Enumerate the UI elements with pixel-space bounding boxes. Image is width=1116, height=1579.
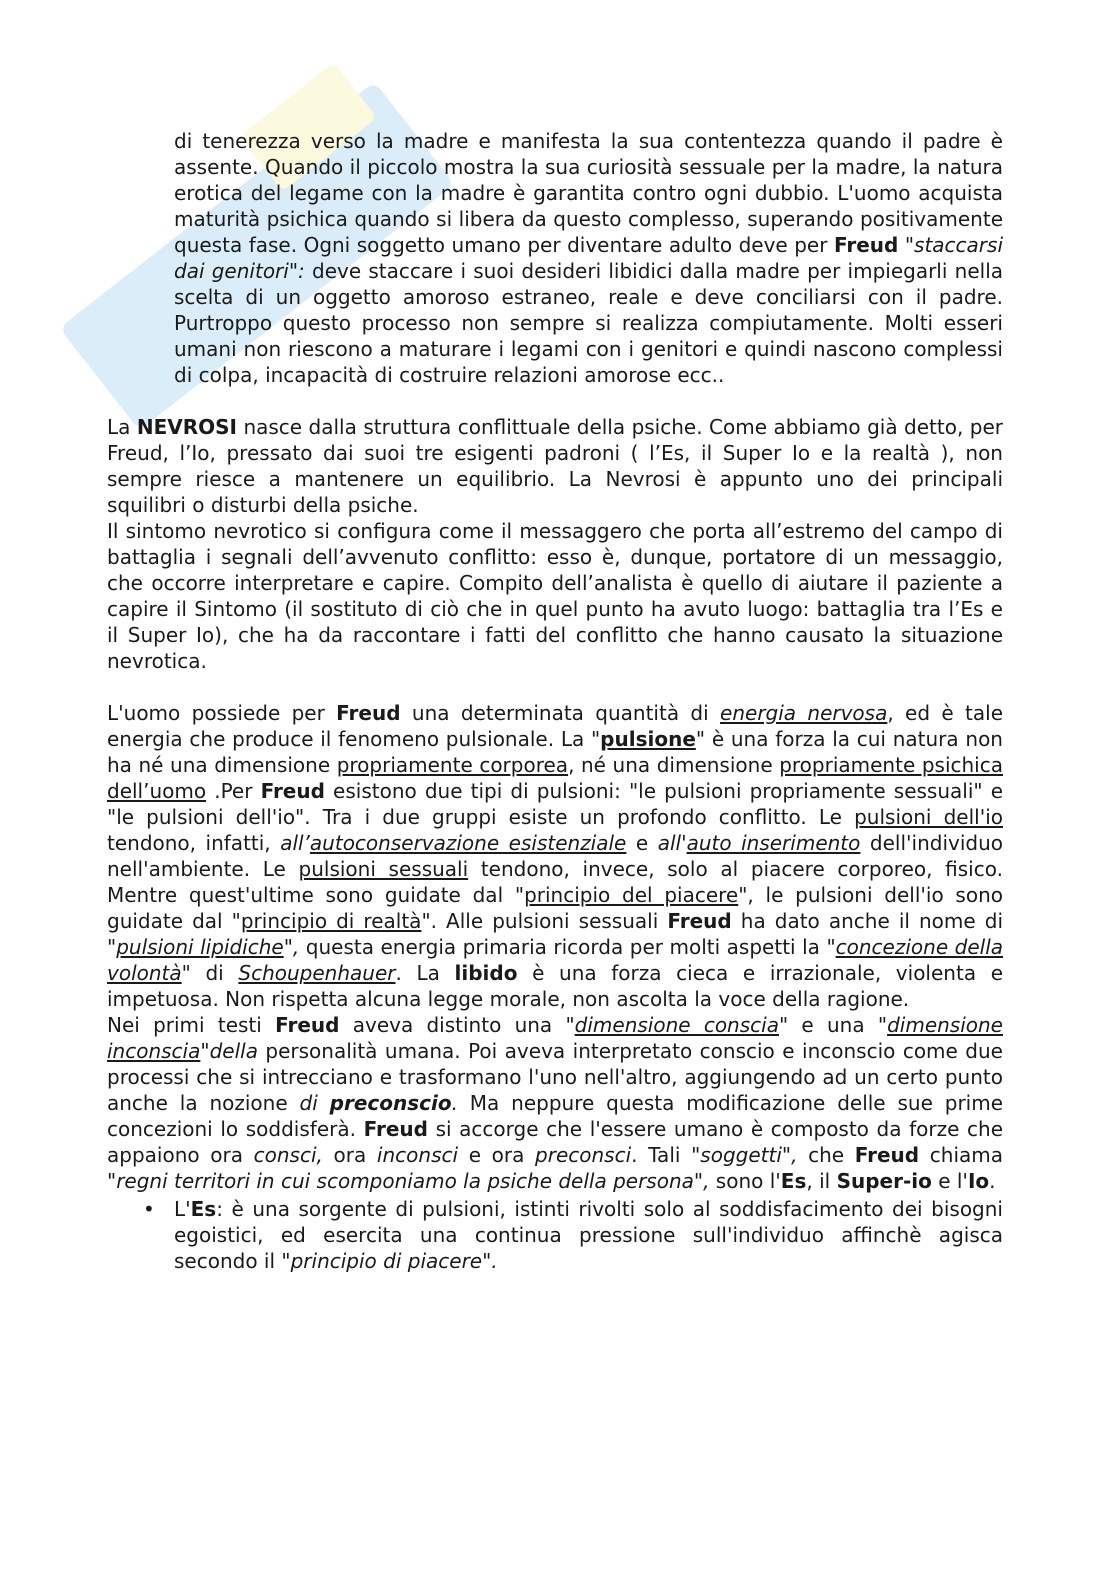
paragraph-sintomo: Il sintomo nevrotico si configura come il messaggero che porta all’estremo del campo di battaglia i segnali dell’avvenuto conflitto: esso è, dunque, portatore di un messaggio, che occorre interpretare e capire. Compito dell’analista è quello di aiutare il paziente a capire il Sintomo (il sostituto di ciò che in quel punto ha avuto luogo: battaglia tra l’Es e il Super Io), che ha da raccontare i fatti del conflitto che hanno causato la situazione nevrotica. [107,519,1003,673]
bullet-list [107,1196,1003,1274]
paragraph-gap [107,674,1003,700]
term-energia-nervosa: energia nervosa [720,701,888,725]
term-pulsione: pulsione [600,727,696,751]
bold-nevrosi: NEVROSI [136,415,237,439]
paragraph-nevrosi: La NEVROSI nasce dalla struttura conflittuale della psiche. Come abbiamo già detto, per Freud, l’Io, pressato dai suoi tre esigenti padroni ( l’Es, il Super Io e la realtà ), non sempre riesce a mantenere un equilibrio. La Nevrosi è appunto uno dei principali squilibri o disturbi della psiche. [107,415,1003,517]
paragraph-conscio: Nei primi testi Freud aveva distinto una "dimensione conscia" e una "dimensione inconscia"della personalità umana. Poi aveva interpretato conscio e inconscio come due processi che si intrecciano e trasformano l'uno nell'altro, aggiungendo ad un certo punto anche la nozione di preconscio. Ma neppure questa modificazione delle sue prime concezioni lo soddisferà. Freud si accorge che l'essere umano è composto da forze che appaiono ora consci, ora inconsci e ora preconsci. Tali "soggetti", che Freud chiama "regni territori in cui scomponiamo la psiche della persona", sono l'Es, il Super-io e l'Io. [107,1013,1004,1193]
term-io: Io [967,1169,990,1193]
quote-staccarsi: "staccarsi dai genitori": [174,233,1004,283]
term-schopenhauer: Schoupenhauer [238,961,396,985]
term-super-io: Super-io [836,1169,932,1193]
document-page [107,128,1003,1274]
paragraph-gap [107,388,1003,414]
paragraph-pulsioni: L'uomo possiede per Freud una determinata quantità di energia nervosa, ed è tale energia che produce il fenomeno pulsionale. La "pulsione" è una forza la cui natura non ha né una dimensione propriamente corporea, né una dimensione propriamente psichica dell’uomo .Per Freud esistono due tipi di pulsioni: "le pulsioni propriamente sessuali" e "le pulsioni dell'io". Tra i due gruppi esiste un profondo conflitto. Le pulsioni dell'io tendono, infatti, all’autoconservazione esistenziale e all'auto inserimento dell'individuo nell'ambiente. Le pulsioni sessuali tendono, invece, solo al piacere corporeo, fisico. Mentre quest'ultime sono guidate dal "principio del piacere", le pulsioni dell'io sono guidate dal "principio di realtà". Alle pulsioni sessuali Freud ha dato anche il nome di "pulsioni lipidiche", questa energia primaria ricorda per molti aspetti la "concezione della volontà" di Schoupenhauer. La libido è una forza cieca e irrazionale, violenta e impetuosa. Non rispetta alcuna legge morale, non ascolta la voce della ragione. [107,701,1004,1011]
bullet-icon: • [143,1197,155,1221]
term-libido: libido [454,961,518,985]
term-es: Es [780,1169,807,1193]
term-pulsioni-sessuali: pulsioni sessuali [298,857,469,881]
term-pulsioni-io: pulsioni dell'io [854,805,1003,829]
term-preconscio: preconscio [329,1091,452,1115]
list-item-es: • L'Es: è una sorgente di pulsioni, istinti rivolti solo al soddisfacimento dei bisogni egoistici, ed esercita una continua pressione sull'individuo affinchè agisca secondo il "principio di piacere". [143,1197,1003,1273]
paragraph-oedipus: di tenerezza verso la madre e manifesta la sua contentezza quando il padre è assente. Quando il piccolo mostra la sua curiosità sessuale per la madre, la natura erotica del legame con la madre è garantita contro ogni dubbio. L'uomo acquista maturità psichica quando si libera da questo complesso, superando positivamente questa fase. Ogni soggetto umano per diventare adulto deve per Freud "staccarsi dai genitori": deve staccare i suoi desideri libidici dalla madre per impiegarli nella scelta di un oggetto amoroso estraneo, reale e deve conciliarsi con il padre. Purtroppo questo processo non sempre si realizza compiutamente. Molti esseri umani non riescono a maturare i legami con i genitori e quindi nascono complessi di colpa, incapacità di costruire relazioni amorose ecc.. [174,129,1004,387]
bold-freud: Freud [833,233,899,257]
